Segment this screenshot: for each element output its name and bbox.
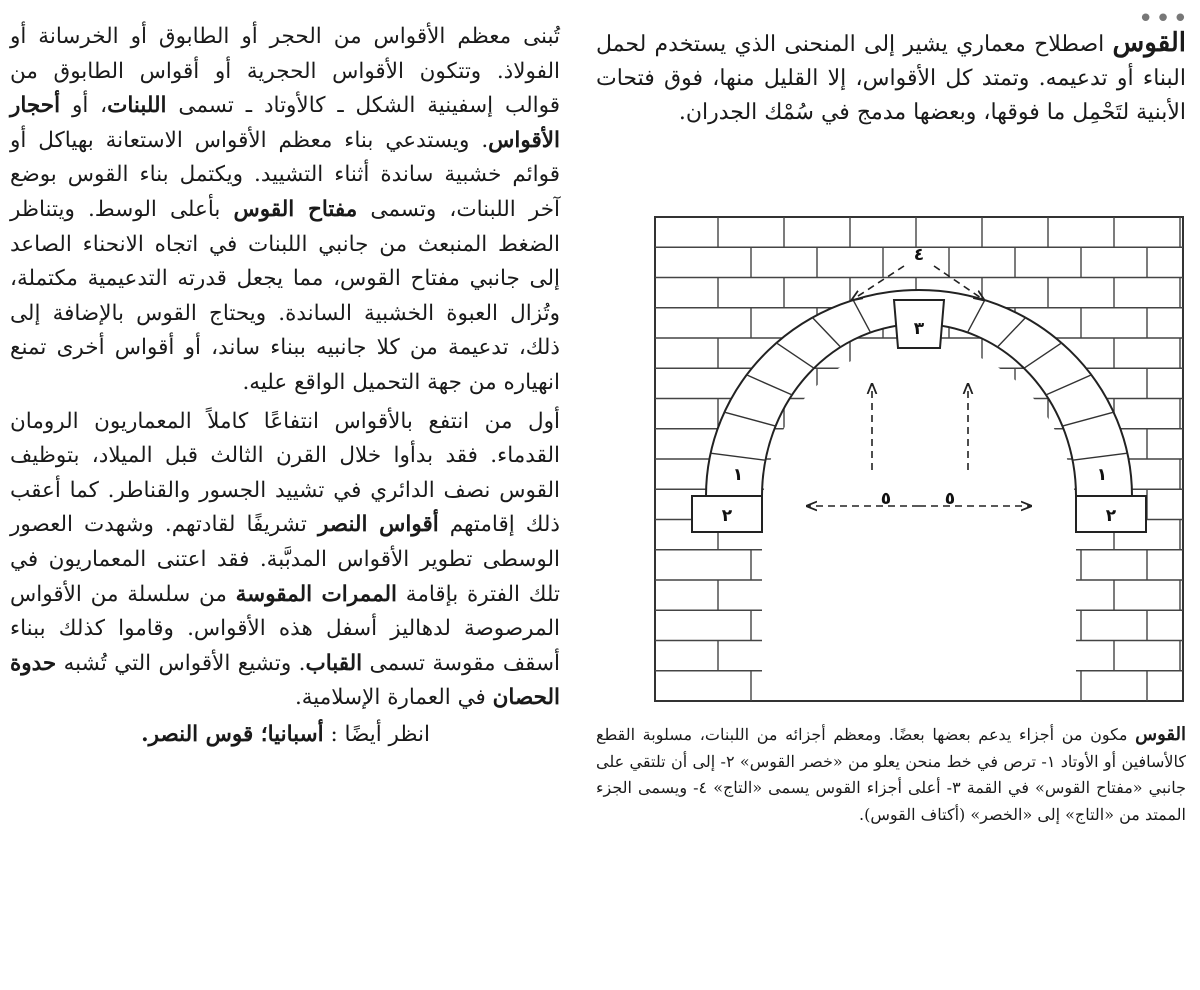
more-options-icon[interactable]: •••	[1137, 4, 1190, 34]
article-body	[10, 20, 560, 752]
figure-caption	[596, 722, 1186, 828]
label-voussoir-right: ١	[1096, 465, 1108, 485]
label-voussoir-left: ١	[732, 465, 744, 485]
label-springer-left: ٢	[721, 506, 733, 526]
article-intro	[596, 26, 1186, 130]
keyword-arcades: الممرات المقوسة	[235, 581, 398, 607]
keyword-horseshoe: حدوة الحصان	[10, 650, 560, 711]
caption-title: القوس	[1135, 724, 1186, 745]
see-also	[10, 718, 560, 753]
keyword-voussoirs: اللبنات	[107, 93, 167, 119]
keyword-triumphal-arches: أقواس النصر	[317, 512, 439, 538]
label-keystone: ٣	[913, 319, 925, 339]
label-crown: ٤	[913, 245, 925, 265]
keyword-keystone: مفتاح القوس	[233, 196, 358, 222]
intro-text: اصطلاح معماري يشير إلى المنحنى الذي يستخدم لحمل البناء أو تدعيمه. وتمتد كل الأقواس، إلا القليل منها، فوق فتحات الأبنية لتَحْمِل ما فوقها، وبعضها مدمج في سُمْك الجدران.	[596, 32, 1186, 125]
caption-text: مكون من أجزاء يدعم بعضها بعضًا. ومعظم أجزائه من اللبنات، مسلوبة القطع كالأسافين أو الأوتاد ١- ترص في خط منحن يعلو من «خصر القوس» ٢- إلى أن تلتقي على جانبي «مفتاح القوس» في القمة ٣- أعلى أجزاء القوس يسمى «التاج» ٤- ويسمى الجزء الممتد من «التاج» إلى «الخصر» (أكتاف القوس).	[596, 725, 1187, 824]
label-span-left: ٥	[880, 489, 892, 509]
label-springer-right: ٢	[1105, 506, 1117, 526]
see-also-links[interactable]: أسبانيا؛ قوس النصر.	[141, 721, 324, 747]
keyword-arch-stones: أحجار الأقواس	[10, 93, 560, 153]
arch-diagram	[652, 214, 1186, 704]
paragraph-history: أول من انتفع بالأقواس انتفاعًا كاملاً المعماريون الرومان القدماء. فقد بدأوا خلال القرن الثالث قبل الميلاد، بتوظيف القوس نصف الدائري في تشييد الجسور والقناطر. كما أعقب ذلك إقامتهم أقواس النصر تشريفًا لقادتهم. وشهدت العصور الوسطى تطوير الأقواس المدبَّبة. فقد اعتنى المعماريون في تلك الفترة بإقامة الممرات المقوسة من سلسلة من الأقواس المرصوصة لدهاليز أسفل هذه الأقواس. وقاموا كذلك ببناء أسقف مقوسة تسمى القباب. وتشيع الأقواس التي تُشبه حدوة الحصان في العمارة الإسلامية.	[10, 408, 560, 711]
see-also-label: انظر أيضًا :	[323, 721, 430, 747]
keyword-domes: القباب	[305, 650, 363, 676]
paragraph-construction: تُبنى معظم الأقواس من الحجر أو الطابوق أو الخرسانة أو الفولاذ. وتتكون الأقواس الحجرية أو أقواس الطابوق من قوالب إسفينية الشكل ـ كالأوتاد ـ تسمى اللبنات، أو أحجار الأقواس. ويستدعي بناء معظم الأقواس الاستعانة بهياكل أو قوائم خشبية ساندة أثناء التشييد. ويكتمل بناء القوس بوضع آخر اللبنات، وتسمى مفتاح القوس بأعلى الوسط. ويتناظر الضغط المنبعث من جانبي اللبنات في اتجاه الانحناء الصاعد إلى جانبي مفتاح القوس، مما يجعل قدرته التدعيمية مكتملة، وتُزال العبوة الخشبية الساندة. ويحتاج القوس بالإضافة إلى ذلك، تدعيمة من كلا جانبيه ببناء ساند، أو أقواس أخرى تمنع انهياره من جهة التحميل الواقع عليه.	[10, 24, 561, 395]
article-title: القوس	[1112, 28, 1186, 58]
label-span-right: ٥	[944, 489, 956, 509]
